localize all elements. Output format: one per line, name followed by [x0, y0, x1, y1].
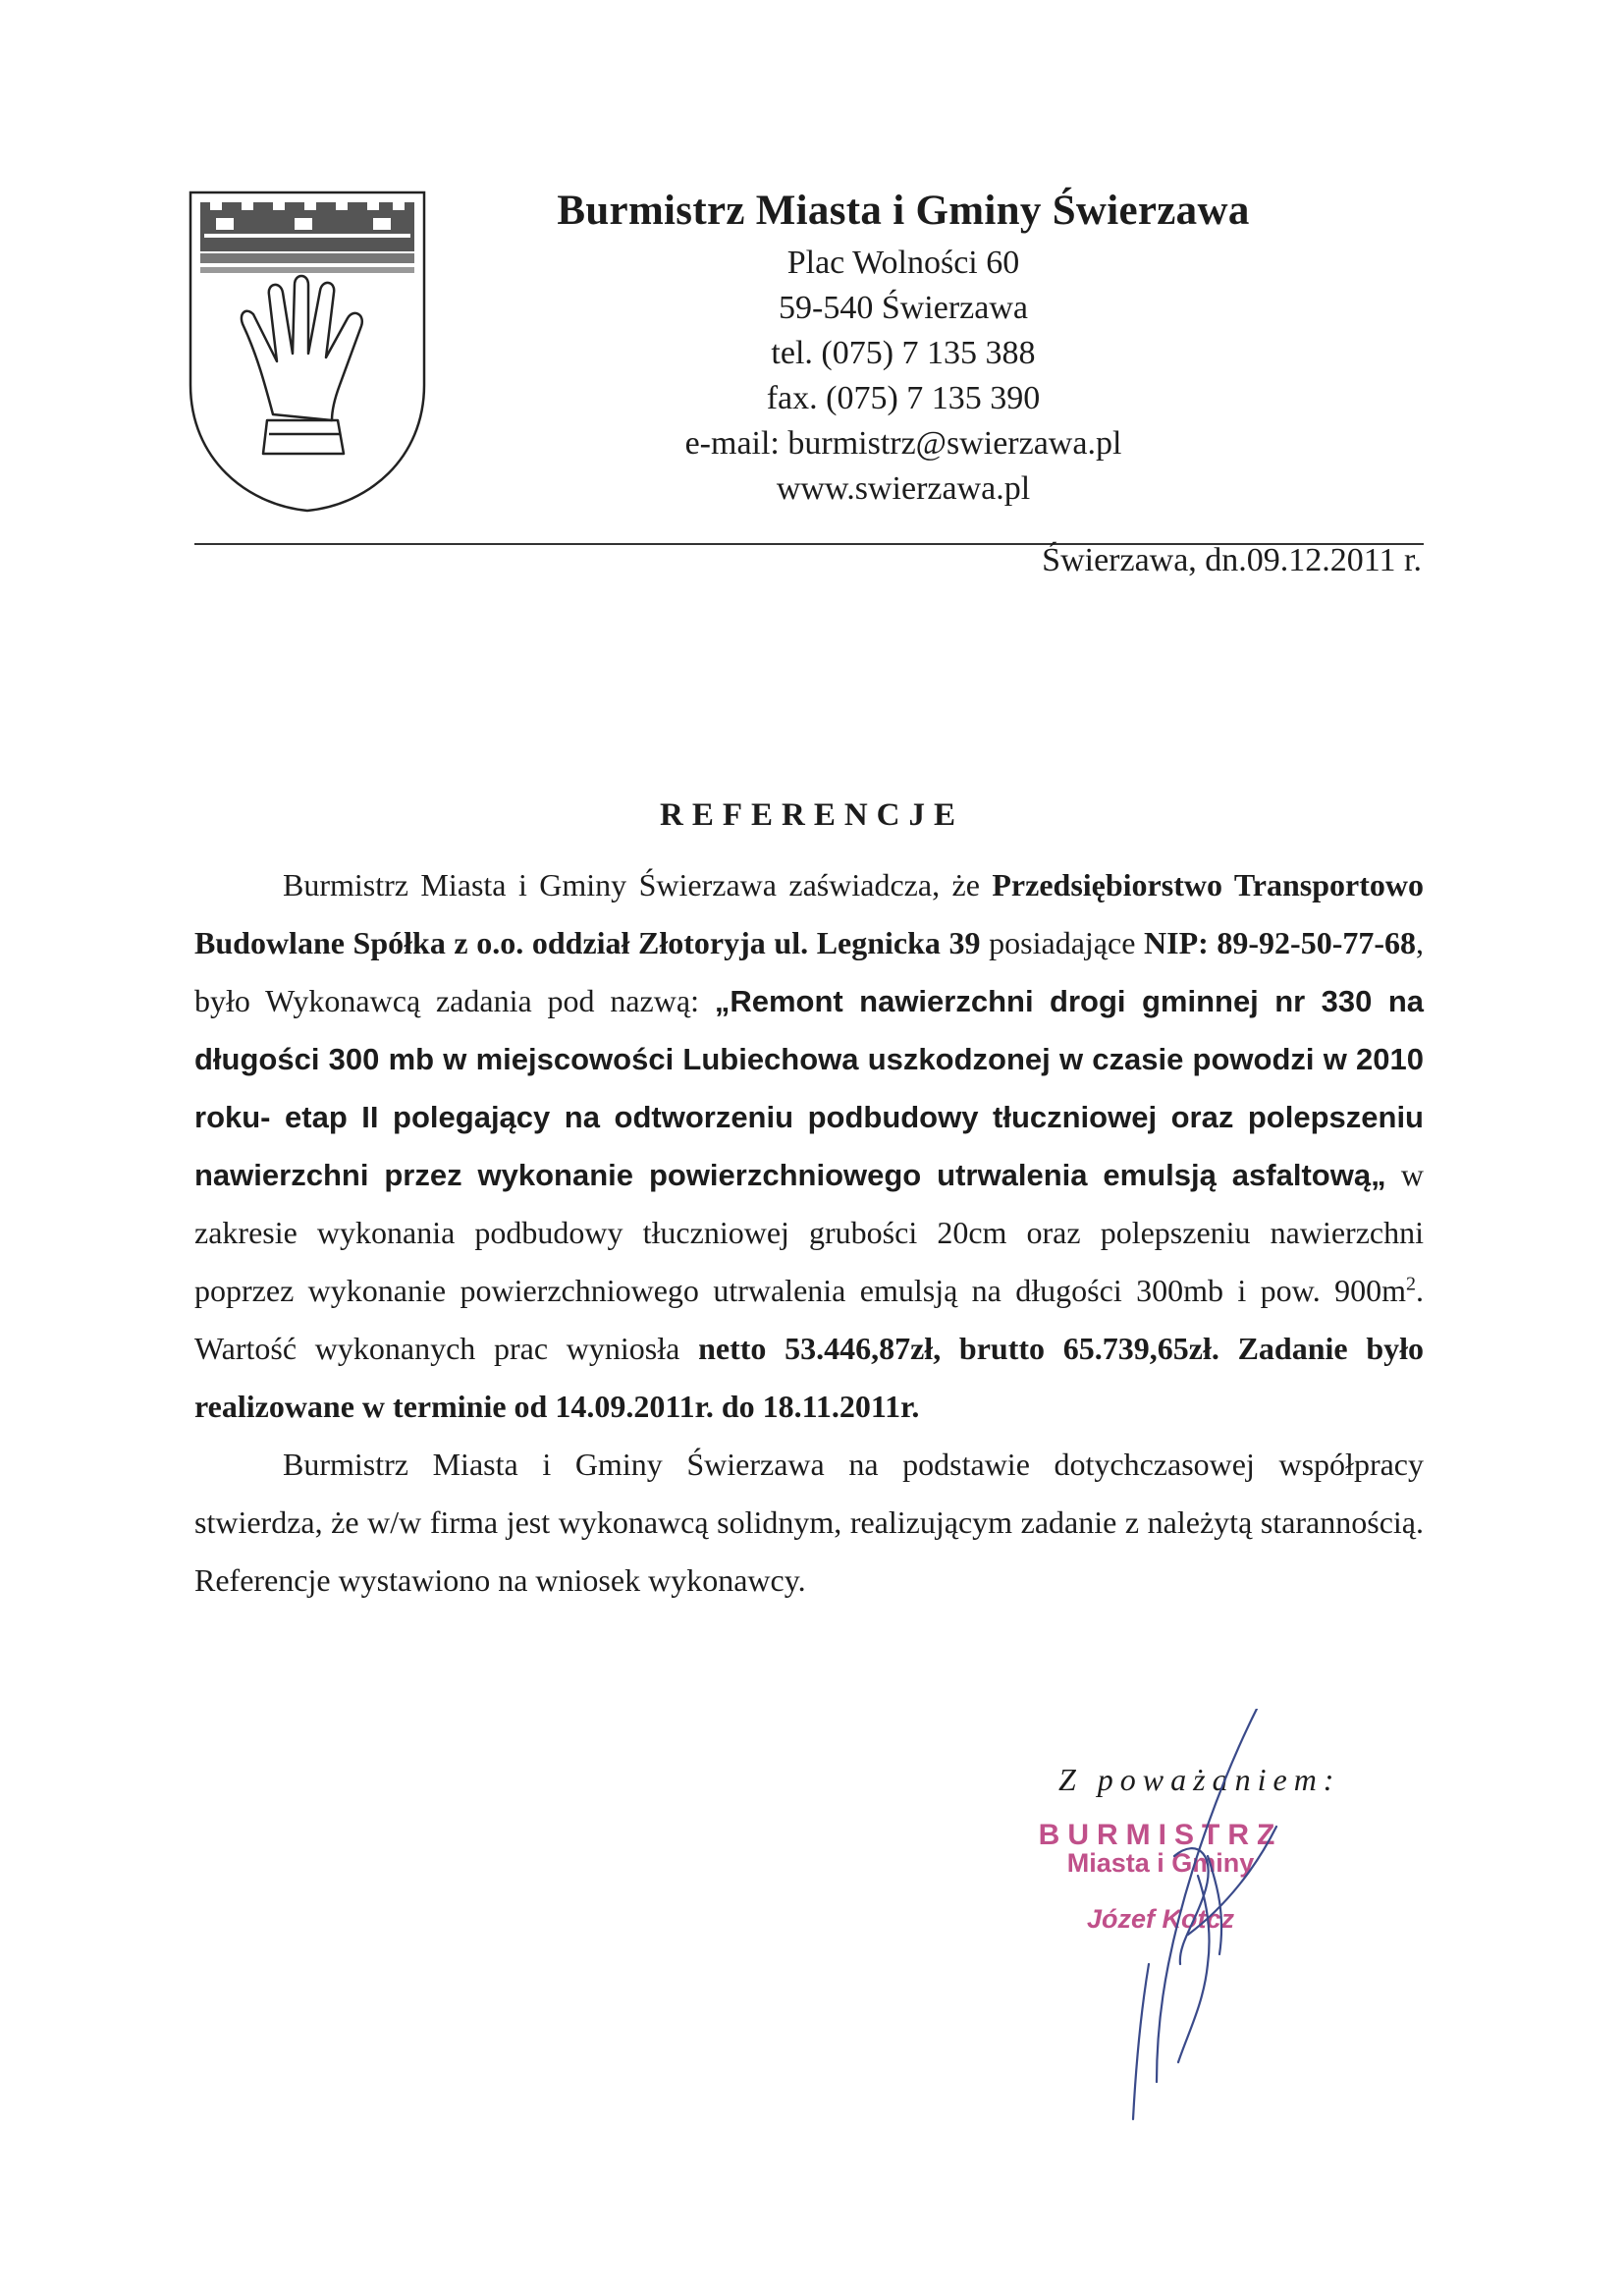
task-name: „Remont nawierzchni drogi gminnej nr 330 na długości 300 mb w miejscowości Lubiechowa uszkodzonej w czasie powodzi w 2010 roku- etap II polegający na odtworzeniu podbudowy tłuczniowej oraz polepszeniu nawierzchni przez wykonanie powierzchniowego utrwalenia emulsją asfaltową„ [194, 984, 1425, 1192]
stamp-office: Miasta i Gminy [1066, 1848, 1255, 1878]
after-nip-text: , było Wykonawcą zadania pod nazwą: [194, 925, 1425, 1018]
unit-superscript: 2 [1406, 1273, 1416, 1295]
handwritten-signature [1110, 1709, 1306, 2121]
value-intro-text: . Wartość wykonanych prac wyniosła [194, 1273, 1424, 1366]
coat-of-arms-icon [187, 189, 428, 515]
scope-text: w zakresie wykonania podbudowy tłuczniowej grubości 20cm oraz polepszeniu nawierzchni poprzez wykonanie powierzchniowego utrwalenia emulsją na długości 300mb i pow. 900m [194, 1157, 1425, 1308]
fax-number: fax. (075) 7 135 390 [766, 380, 1041, 416]
phone-number: tel. (075) 7 135 388 [771, 335, 1036, 371]
paragraph-opinion: Burmistrz Miasta i Gminy Świerzawa na podstawie dotychczasowej współpracy stwierdza, że w/w firma jest wykonawcą solidnym, realizującym zadanie z należytą starannością. Referencje wystawiono na wniosek wykonawcy. [194, 1447, 1424, 1598]
letterhead-title: Burmistrz Miasta i Gminy Świerzawa [557, 188, 1250, 234]
contract-value: netto 53.446,87zł, brutto 65.739,65zł. [698, 1331, 1219, 1366]
website-address: www.swierzawa.pl [776, 470, 1031, 507]
letterhead [511, 187, 1296, 512]
document-title: REFERENCJE [659, 797, 965, 833]
email-address: e-mail: burmistrz@swierzawa.pl [684, 425, 1122, 462]
address-street: Plac Wolności 60 [786, 245, 1020, 281]
company-nip: NIP: 89-92-50-77-68 [1144, 925, 1417, 960]
task-term: Zadanie było realizowane w terminie od 14.09.2011r. do 18.11.2011r. [194, 1331, 1425, 1424]
stamp-title: BURMISTRZ [1038, 1819, 1283, 1851]
paragraph-reference [194, 856, 1424, 1436]
address-city: 59-540 Świerzawa [779, 290, 1028, 326]
company-name: Przedsiębiorstwo Transportowo Budowlane Spółka z o.o. oddział Złotoryja ul. Legnicka 39 [194, 867, 1425, 960]
intro-text: Burmistrz Miasta i Gminy Świerzawa zaświadcza, że [283, 867, 993, 902]
closing-regards: Z poważaniem: [1058, 1762, 1341, 1797]
posiadajace-text: posiadające [980, 925, 1145, 960]
document-body [194, 856, 1424, 1610]
document-date: Świerzawa, dn.09.12.2011 r. [1042, 542, 1422, 578]
stamp-person-name: Józef Kotcz [1086, 1904, 1235, 1934]
